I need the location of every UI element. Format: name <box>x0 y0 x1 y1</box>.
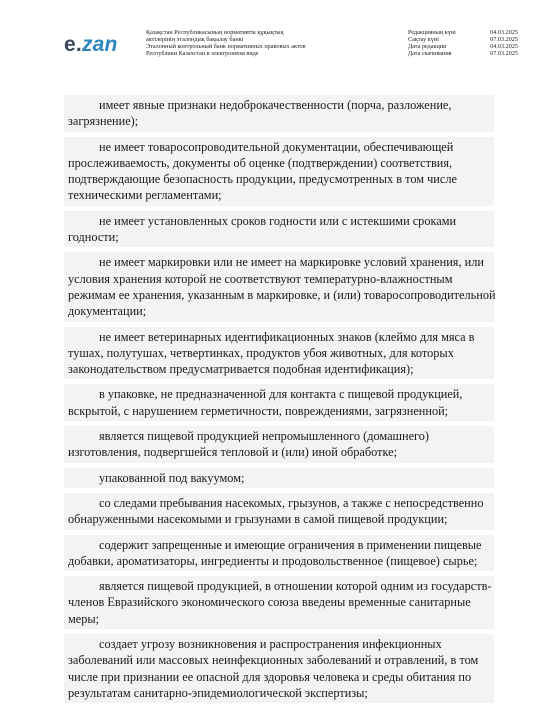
header-dates <box>408 30 518 58</box>
paragraph <box>64 634 494 703</box>
header-line: актілерінің эталондық бақылау банкі <box>146 35 244 43</box>
meta-value: 07.03.2025 <box>490 49 518 57</box>
meta-label: Сақтау күні <box>408 35 439 43</box>
header-line: Қазақстан Республикасының нормативтік құқықтық <box>146 29 284 36</box>
paragraph-line: в упаковке, не предназначенной для контакта с пищевой продукцией, <box>99 387 463 402</box>
paragraph-line: является пищевой продукцией непромышленного (домашнего) <box>99 429 430 444</box>
paragraph-line: содержит запрещенные и имеющие ограничения в применении пищевые <box>99 537 482 552</box>
paragraph-line: подтверждающие безопасность продукции, предусмотренных в том числе <box>68 172 457 187</box>
meta-label: Дата редакции <box>408 42 447 50</box>
paragraph-line: техническими регламентами; <box>68 188 222 203</box>
paragraph-line: имеет явные признаки недоброкачественности (порча, разложение, <box>99 98 452 112</box>
paragraph-line: не имеет установленных сроков годности или с истекшими сроками <box>99 213 457 228</box>
paragraph-line: результатам санитарно-эпидемиологической экспертизы; <box>68 685 368 700</box>
paragraph-line: не имеет ветеринарных идентификационных знаков (клеймо для мяса в <box>99 329 475 344</box>
meta-value: 07.03.2025 <box>490 35 518 43</box>
paragraph-line: загрязнение); <box>68 114 139 129</box>
header-line: Республики Казахстан в электронном виде <box>146 49 259 57</box>
paragraph <box>64 493 494 530</box>
paragraph-line: не имеет маркировки или не имеет на маркировке условий хранения, или <box>99 255 484 270</box>
paragraph-line: является пищевой продукцией, в отношении которой одним из государств- <box>99 579 492 594</box>
paragraph-line: режимам ее хранения, указанным в маркировке, и (или) товаросопроводительной <box>68 287 496 302</box>
paragraph-line: меры; <box>68 611 100 626</box>
paragraph <box>64 426 494 463</box>
meta-label: Дата скачивания <box>408 49 452 57</box>
paragraph-line: годности; <box>68 230 119 245</box>
paragraph-line: изготовления, подвергшейся тепловой и (или) иной обработке; <box>68 445 398 460</box>
paragraph <box>64 535 494 572</box>
paragraph-line: членов Евразийского экономического союза введены временные санитарные <box>68 595 471 610</box>
paragraph <box>64 384 494 421</box>
paragraph <box>64 211 494 248</box>
logo-zan: zan <box>81 33 118 56</box>
paragraph-line: числе при признании ее опасной для здоровья человека и среды обитания по <box>68 669 472 684</box>
ezan-logo[interactable] <box>64 33 118 57</box>
paragraph-line: обнаруженными насекомыми и грызунами в самой пищевой продукции; <box>68 512 448 527</box>
paragraph-line: законодательством предусматривается подобная идентификация); <box>68 362 414 377</box>
paragraph-line: прослеживаемость, документы об оценке (подтверждении) соответствия, <box>68 155 453 170</box>
paragraph <box>64 252 494 321</box>
paragraph <box>64 327 494 380</box>
header-description <box>146 30 386 58</box>
paragraph-line: вскрытой, с нарушением герметичности, повреждениями, загрязненной; <box>68 403 449 418</box>
paragraph <box>64 576 494 629</box>
paragraph-line: условия хранения которой не соответствуют температурно-влажностным <box>68 271 453 286</box>
meta-label: Редакцияның күні <box>408 29 456 36</box>
paragraph-line: добавки, ароматизаторы, ингредиенты и продовольственное (пищевое) сырье; <box>68 553 478 568</box>
document-header <box>0 0 557 72</box>
paragraph-line: не имеет товаросопроводительной документации, обеспечивающей <box>99 139 454 154</box>
logo-e: e <box>64 33 76 56</box>
paragraph <box>64 95 494 132</box>
paragraph <box>64 137 494 206</box>
meta-value: 04.03.2025 <box>490 29 518 36</box>
paragraph <box>64 468 494 488</box>
header-line: Эталонный контрольный банк нормативных правовых актов <box>146 42 306 50</box>
meta-row <box>408 51 518 58</box>
paragraph-line: упакованной под вакуумом; <box>99 470 245 485</box>
paragraph-line: заболеваний или массовых неинфекционных заболеваний и отравлений, в том <box>68 653 479 668</box>
paragraph-line: создает угрозу возникновения и распространения инфекционных <box>99 637 442 652</box>
paragraph-line: со следами пребывания насекомых, грызунов, а также с непосредственно <box>99 495 484 510</box>
paragraph-line: документации; <box>68 304 147 319</box>
logo-dot: . <box>75 33 82 56</box>
meta-value: 04.03.2025 <box>490 42 518 50</box>
paragraph-line: тушах, полутушах, четвертинках, продуктов убоя животных, для которых <box>68 345 454 360</box>
document-body <box>64 95 494 708</box>
